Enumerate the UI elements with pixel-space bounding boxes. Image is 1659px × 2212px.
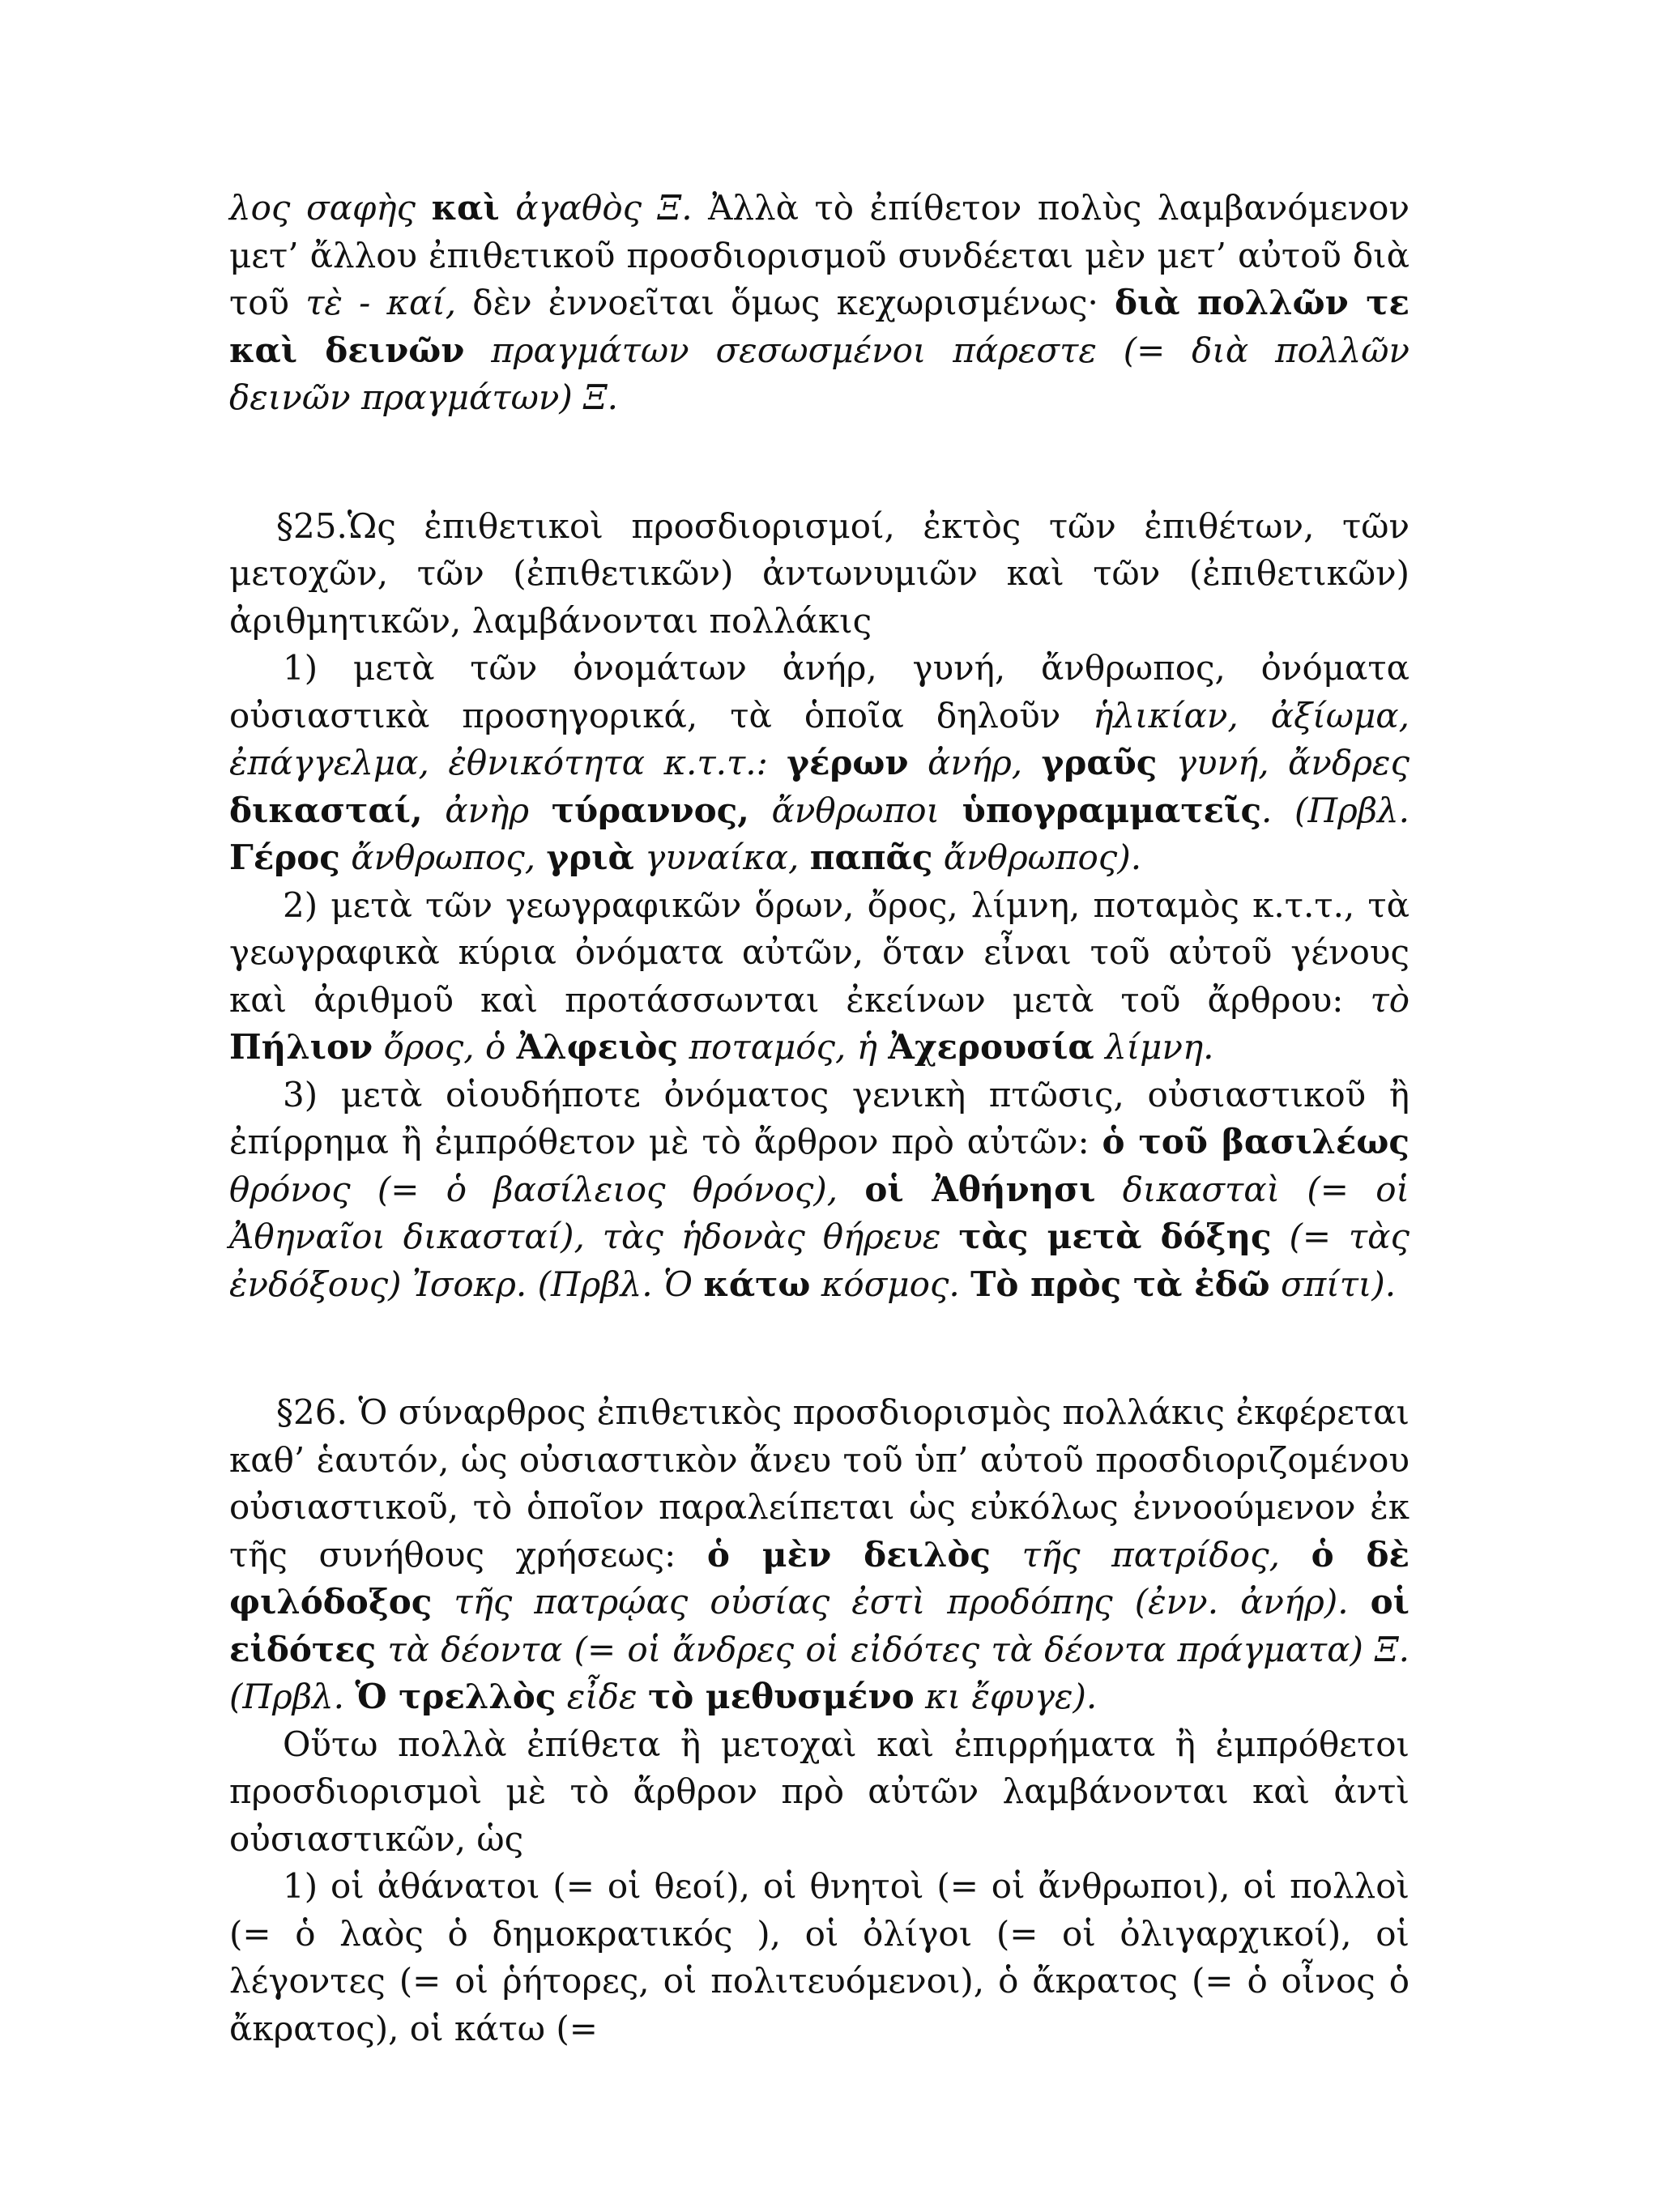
italic-text: γυνή, ἄνδρες [1157, 743, 1410, 782]
paragraph [229, 1721, 1410, 1864]
italic-text: σπίτι). [1269, 1264, 1397, 1304]
bold-text: Ὁ τρελλὸς [355, 1677, 557, 1716]
italic-text: ἀγαθὸς Ξ. [499, 188, 693, 228]
italic-text: (= τὰς ἐνδόξους) Ἰσοκρ. (Πρβλ. Ὁ [229, 1217, 1410, 1304]
paragraph [229, 882, 1410, 1072]
text-run: 2) μετὰ τῶν γεωγραφικῶν ὅρων, ὄρος, λίμνη, ποταμὸς κ.τ.τ., τὰ γεωγραφικὰ κύρια ὀνόματα αὐτῶν, ὅταν εἶναι τοῦ αὐτοῦ γένους καὶ ἀριθμοῦ καὶ προτάσσωνται ἐκείνων μετὰ τοῦ ἄρθρου: [229, 884, 1410, 1020]
bold-text: Ἀλφειὸς [516, 1027, 679, 1067]
text-run: Οὕτω πολλὰ ἐπίθετα ἢ μετοχαὶ καὶ ἐπιρρήματα ἢ ἐμπρόθετοι προσδιορισμοὶ μὲ τὸ ἄρθρον πρὸ αὐτῶν λαμβάνονται καὶ ἀντὶ οὐσιαστικῶν, ὡς [229, 1724, 1410, 1859]
paragraph [229, 1072, 1410, 1309]
italic-text: τὸ [1370, 979, 1410, 1020]
italic-text: γυναίκα, [633, 837, 810, 877]
bold-text: δικασταί, [229, 790, 423, 830]
section-25 [229, 503, 1410, 1309]
bold-text: διὰ πολλῶν τε καὶ δεινῶν [229, 283, 1410, 370]
italic-text: ἀνὴρ [422, 790, 552, 830]
bold-text: γέρων [787, 743, 909, 782]
bold-text: τὸ μεθυσμένο [647, 1677, 915, 1716]
text-run: 1) οἱ ἀθάνατοι (= οἱ θεοί), οἱ θνητοὶ (= οἱ ἄνθρωποι), οἱ πολλοὶ (= ὁ λαὸς ὁ δημοκρατικός ), οἱ ὀλίγοι (= οἱ ὀλιγαρχικοί), οἱ λέγοντες (= οἱ ῥήτορες, οἱ πολιτευόμενοι), ὁ ἄκρατος (= ὁ οἶνος ὁ ἄκρατος), οἱ κάτω (= [229, 1866, 1410, 2048]
italic-text: λίμνη. [1094, 1027, 1214, 1067]
italic-text: ἡλικίαν, ἀξίωμα, ἐπάγγελμα, ἐθνικότητα κ.τ.τ.: [229, 695, 1410, 782]
italic-text: εἶδε [556, 1677, 648, 1716]
bold-text: Πήλιον [229, 1027, 373, 1067]
italic-text: ὄρος, ὁ [373, 1027, 517, 1067]
text-run: Ὁ σύναρθρος ἐπιθετικὸς προσδιορισμὸς πολλάκις ἐκφέρεται καθ’ ἑαυτόν, ὡς οὐσιαστικὸν ἄνευ τοῦ ὑπ’ αὐτοῦ προσδιοριζομένου οὐσιαστικοῦ, τὸ ὁποῖον παραλείπεται ὡς εὐκόλως ἐννοούμενον ἐκ τῆς συνήθους χρήσεως: [229, 1392, 1410, 1575]
italic-text: ἄνθρωπος, [339, 837, 547, 877]
bold-text: καὶ [431, 188, 500, 228]
paragraph [229, 503, 1410, 646]
bold-text: γριὰ [546, 837, 634, 877]
italic-text: . (Πρβλ. [1261, 790, 1410, 830]
italic-text: ἄνθρωποι [748, 790, 962, 830]
paragraph [229, 1389, 1410, 1721]
italic-text: τῆς πατρῴας οὐσίας ἐστὶ προδόπης (ἐνν. ἀνήρ). [432, 1582, 1371, 1622]
italic-text: κόσμος. [810, 1264, 971, 1304]
italic-text: δικασταὶ (= οἱ Ἀθηναῖοι δικασταί), τὰς ἡδονὰς θήρευε [229, 1169, 1410, 1256]
italic-text: ἄνθρωπος). [932, 837, 1142, 877]
text-run: 1) μετὰ τῶν ὀνομάτων ἀνήρ, γυνή, ἄνθρωπος, ὀνόματα οὐσιαστικὰ προσηγορικά, τὰ ὁποῖα δηλοῦν [229, 648, 1410, 735]
text-run: Ὡς ἐπιθετικοὶ προσδιορισμοί, ἐκτὸς τῶν ἐπιθέτων, τῶν μετοχῶν, τῶν (ἐπιθετικῶν) ἀντωνυμιῶν καὶ τῶν (ἐπιθετικῶν) ἀριθμητικῶν, λαμβάνονται πολλάκις [229, 505, 1410, 641]
bold-text: παπᾶς [809, 837, 933, 877]
bold-text: γραῦς [1041, 743, 1158, 782]
italic-text: τῆς πατρίδος, [991, 1534, 1311, 1575]
section-gap [229, 1308, 1410, 1389]
bold-text: ὑπογραμματεῖς [962, 790, 1262, 830]
bold-text: ὁ δὲ φιλόδοξος [229, 1534, 1410, 1622]
paragraph [229, 185, 1410, 422]
text-run: §25. [276, 505, 348, 546]
bold-text: ὁ τοῦ βασιλέως [1102, 1122, 1410, 1161]
text-run: Ἀλλὰ τὸ ἐπίθετον πολὺς λαμβανόμενον μετ’ ἄλλου ἐπιθετικοῦ προσδιορισμοῦ συνδέεται μὲν μετ’ αὐτοῦ διὰ τοῦ [229, 188, 1410, 322]
paragraph [229, 1863, 1410, 2052]
text-run: §26. [276, 1392, 348, 1432]
italic-text: λος σαφὴς [229, 188, 432, 228]
italic-text: τὲ - καί, [305, 283, 457, 322]
italic-text: πραγμάτων σεσωσμένοι πάρεστε (= διὰ πολλῶν δεινῶν πραγμάτων) Ξ. [229, 330, 1410, 417]
document-page [229, 185, 1410, 2052]
italic-text: τὰ δέοντα (= οἱ ἄνδρες οἱ εἰδότες τὰ δέοντα πράγματα) Ξ. (Πρβλ. [229, 1629, 1410, 1716]
continuation-paragraph [229, 185, 1410, 422]
section-26 [229, 1389, 1410, 2052]
text-run: 3) μετὰ οἱουδήποτε ὀνόματος γενικὴ πτῶσις, οὐσιαστικοῦ ἢ ἐπίρρημα ἢ ἐμπρόθετον μὲ τὸ ἄρθρον πρὸ αὐτῶν: [229, 1074, 1410, 1161]
section-gap [229, 422, 1410, 503]
bold-text: οἱ εἰδότες [229, 1582, 1410, 1669]
bold-text: Ἀχερουσία [888, 1027, 1094, 1067]
text-run: δὲν ἐννοεῖται ὅμως κεχωρισμένως· [456, 283, 1115, 322]
bold-text: τύραννος, [551, 790, 749, 830]
bold-text: Γέρος [229, 837, 340, 877]
paragraph [229, 645, 1410, 882]
bold-text: ὁ μὲν δειλὸς [706, 1534, 992, 1575]
italic-text: κι ἔφυγε). [914, 1677, 1098, 1716]
bold-text: Τὸ πρὸς τὰ ἐδῶ [970, 1264, 1270, 1304]
italic-text: ποταμός, ἡ [678, 1027, 889, 1067]
bold-text: οἱ Ἀθήνησι [864, 1169, 1096, 1209]
bold-text: κάτω [703, 1264, 811, 1304]
italic-text: ἀνήρ, [908, 743, 1042, 782]
bold-text: τὰς μετὰ δόξης [958, 1217, 1272, 1256]
italic-text: θρόνος (= ὁ βασίλειος θρόνος), [229, 1169, 865, 1209]
